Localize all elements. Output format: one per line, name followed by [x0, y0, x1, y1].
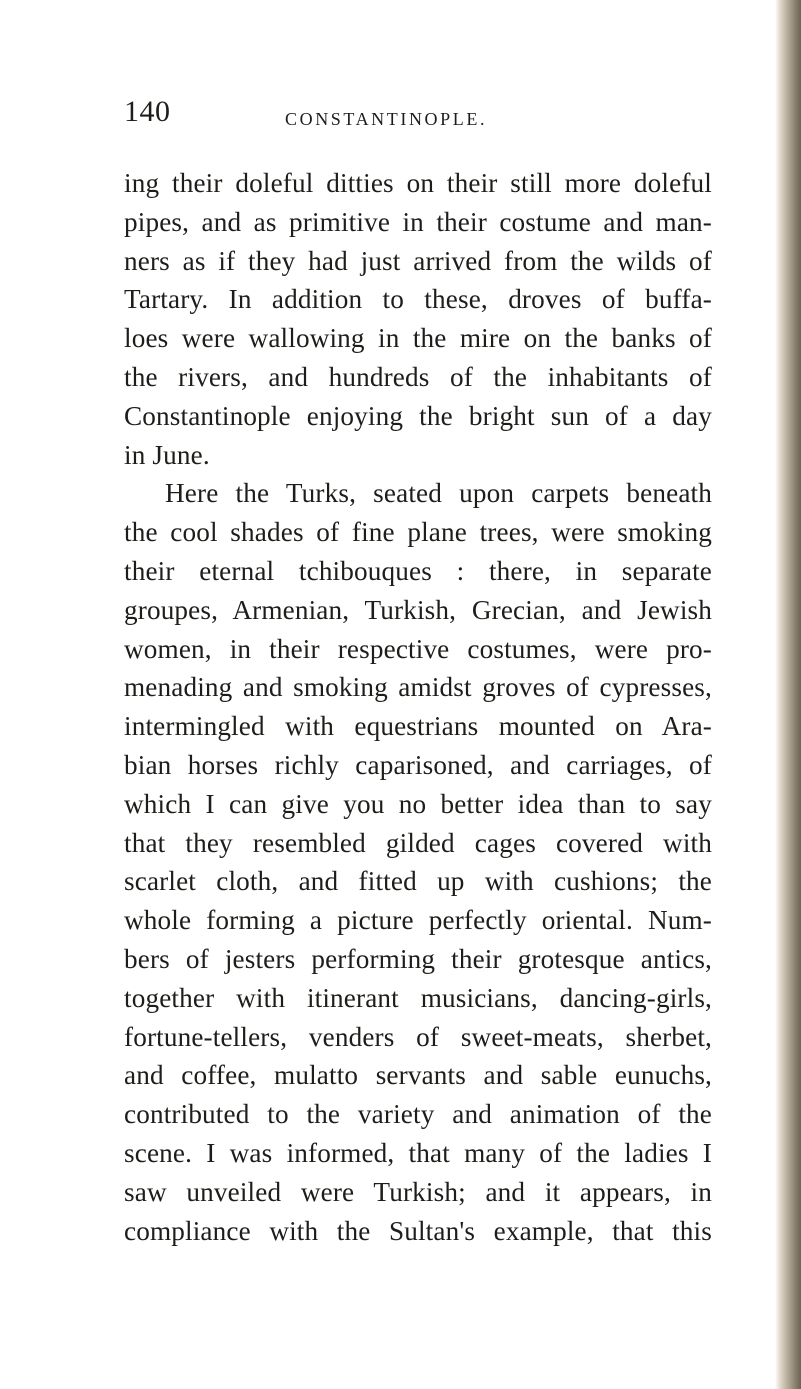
paragraph-end-line: in June.	[124, 439, 210, 470]
text-line: women, in their respective costumes, were pro-	[124, 633, 712, 664]
text-line: menading and smoking amidst groves of cypresses,	[124, 672, 712, 703]
text-line: Tartary. In addition to these, droves of buffa-	[124, 284, 712, 315]
text-line: and coffee, mulatto servants and sable eunuchs,	[124, 1060, 712, 1091]
text-line: their eternal tchibouques : there, in separate	[124, 555, 712, 586]
text-line: contributed to the variety and animation of the	[124, 1099, 712, 1130]
page-number: 140	[124, 95, 171, 128]
text-line: compliance with the Sultan's example, that this	[124, 1215, 712, 1246]
text-line: ing their doleful ditties on their still more doleful	[124, 168, 712, 198]
text-line: whole forming a picture perfectly oriental. Num-	[124, 905, 712, 936]
text-line: Constantinople enjoying the bright sun of a day	[124, 400, 712, 431]
text-line: fortune-tellers, venders of sweet-meats, sherbet,	[124, 1021, 712, 1052]
text-line: scarlet cloth, and fitted up with cushions; the	[124, 866, 712, 897]
text-line: scene. I was informed, that many of the ladies I	[124, 1137, 712, 1168]
running-head: CONSTANTINOPLE.	[285, 109, 488, 129]
text-line: bers of jesters performing their grotesque antics,	[124, 943, 712, 974]
body-text	[124, 164, 712, 1250]
paragraph-start-line: Here the Turks, seated upon carpets beneath	[165, 478, 712, 509]
text-line: intermingled with equestrians mounted on Ara-	[124, 711, 712, 742]
text-line: that they resembled gilded cages covered with	[124, 827, 712, 858]
binding-shadow	[775, 0, 801, 1389]
text-line: groupes, Armenian, Turkish, Grecian, and Jewish	[124, 594, 712, 625]
text-line: pipes, and as primitive in their costume and man-	[124, 206, 712, 237]
text-line: the cool shades of fine plane trees, were smoking	[124, 517, 712, 548]
text-line: the rivers, and hundreds of the inhabitants of	[124, 361, 712, 392]
text-line: which I can give you no better idea than to say	[124, 788, 712, 819]
text-line: together with itinerant musicians, dancing-girls,	[124, 982, 712, 1013]
text-line: ners as if they had just arrived from the wilds of	[124, 245, 712, 276]
text-line: saw unveiled were Turkish; and it appears, in	[124, 1176, 712, 1207]
text-line: loes were wallowing in the mire on the banks of	[124, 323, 712, 354]
text-line: bian horses richly caparisoned, and carriages, of	[124, 749, 712, 780]
